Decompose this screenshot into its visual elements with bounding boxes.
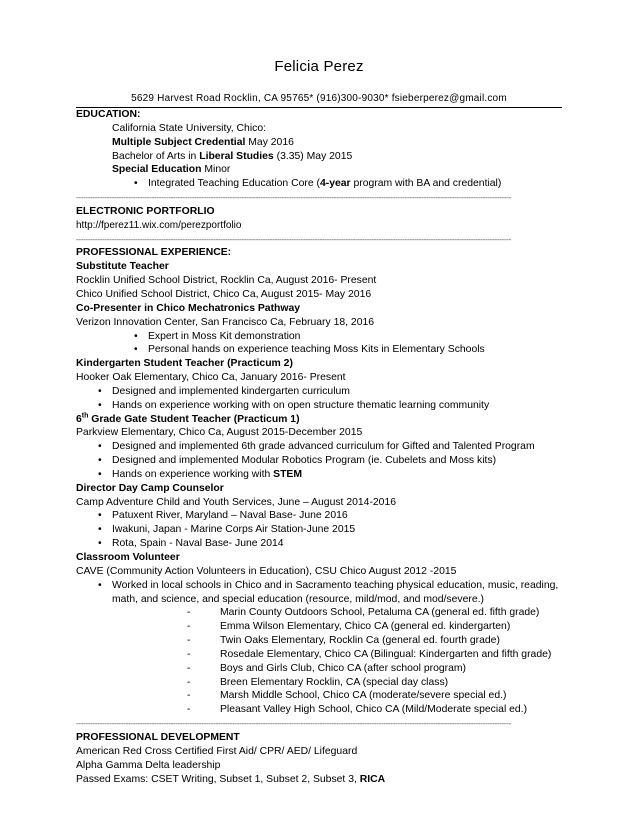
bullet-rest: program with BA and credential) — [350, 178, 502, 190]
list-item — [76, 468, 566, 482]
list-item: - Marsh Middle School, Chico CA (moderate/severe special ed.) — [76, 689, 566, 703]
portfolio-heading: ELECTRONIC PORTFORLIO — [76, 205, 215, 217]
list-item: • Worked in local schools in Chico and in Sacramento teaching physical education, music, reading, math, and science, and special education (resource, mild/mod, and mod/severe.) — [76, 579, 566, 607]
volunteer-schools — [76, 606, 566, 717]
exam-list: Passed Exams: CSET Writing, Subset 1, Subset 2, Subset 3, — [76, 773, 360, 785]
kindergarten-bullets — [76, 385, 566, 413]
camp-bullets — [76, 509, 566, 551]
development-heading: PROFESSIONAL DEVELOPMENT — [76, 731, 240, 743]
job-title: Classroom Volunteer — [76, 552, 180, 563]
minor-name: Special Education — [112, 164, 202, 176]
exam-rica: RICA — [359, 773, 386, 785]
education-bachelor — [76, 150, 566, 164]
development-item: Alpha Gamma Delta leadership — [76, 759, 221, 771]
job-title-ordinal: th — [81, 412, 89, 420]
job-title: Substitute Teacher — [76, 261, 169, 273]
bullet-bold: 4-year — [319, 178, 351, 190]
list-item: • Designed and implemented kindergarten curriculum — [76, 385, 566, 399]
list-item: • Designed and implemented Modular Robotics Program (ie. Cubelets and Moss kits) — [76, 454, 566, 468]
volunteer-bullets — [76, 579, 566, 607]
bachelor-prefix: Bachelor of Arts in — [112, 150, 200, 162]
education-minor — [76, 163, 566, 177]
development-item — [76, 773, 566, 787]
list-item: • Patuxent River, Maryland – Naval Base- June 2016 — [76, 509, 566, 523]
school-name: California State University, Chico: — [112, 122, 266, 134]
job-detail: Rocklin Unified School District, Rocklin Ca, August 2016- Present — [76, 275, 377, 287]
list-item: - Twin Oaks Elementary, Rocklin Ca (general ed. fourth grade) — [76, 634, 566, 648]
job-title: Co-Presenter in Chico Mechatronics Pathway — [76, 302, 301, 314]
job-detail: Hooker Oak Elementary, Chico Ca, January 2016- Present — [76, 372, 346, 384]
job-detail: CAVE (Community Action Volunteers in Education), CSU Chico August 2012 -2015 — [76, 565, 457, 577]
list-item: - Pleasant Valley High School, Chico CA (Mild/Moderate special ed.) — [76, 703, 566, 717]
list-item: • Rota, Spain - Naval Base- June 2014 — [76, 537, 566, 551]
bachelor-major: Liberal Studies — [199, 150, 274, 162]
resume-body — [76, 108, 566, 786]
dotted-divider: ---------------------------------------------------------------------------------------------------------------------------------------------------------------------------------------- — [76, 193, 511, 203]
experience-heading: PROFESSIONAL EXPERIENCE: — [76, 247, 232, 259]
list-item: • Expert in Moss Kit demonstration — [76, 330, 566, 344]
sixth-grade-bullets — [76, 440, 566, 482]
list-item: • Personal hands on experience teaching Moss Kits in Elementary Schools — [76, 343, 566, 357]
minor-rest: Minor — [201, 164, 231, 176]
list-item: • Designed and implemented 6th grade advanced curriculum for Gifted and Talented Program — [76, 440, 566, 454]
job-title-text: Grade Gate Student Teacher (Practicum 1) — [88, 413, 300, 425]
job-detail: Parkview Elementary, Chico Ca, August 2015-December 2015 — [76, 427, 363, 439]
job-detail: Chico Unified School District, Chico Ca, August 2015- May 2016 — [76, 288, 372, 300]
job-title — [76, 413, 566, 427]
dotted-divider: ---------------------------------------------------------------------------------------------------------------------------------------------------------------------------------------- — [76, 234, 511, 244]
bachelor-rest: (3.35) May 2015 — [273, 150, 353, 162]
bullet-prefix: Integrated Teaching Education Core ( — [148, 178, 320, 190]
job-detail: Verizon Innovation Center, San Francisco Ca, February 18, 2016 — [76, 316, 375, 328]
copresenter-bullets — [76, 330, 566, 358]
dotted-divider: ---------------------------------------------------------------------------------------------------------------------------------------------------------------------------------------- — [76, 719, 511, 729]
education-heading: EDUCATION: — [76, 109, 141, 120]
resume-name: Felicia Perez — [274, 58, 364, 75]
list-item: - Emma Wilson Elementary, Chico CA (general ed. kindergarten) — [76, 620, 566, 634]
list-item: - Boys and Girls Club, Chico CA (after school program) — [76, 662, 566, 676]
credential-name: Multiple Subject Credential — [112, 136, 246, 148]
list-item: - Breen Elementary Rocklin, CA (special day class) — [76, 676, 566, 690]
education-bullets — [76, 177, 566, 191]
bullet-bold: STEM — [273, 468, 303, 480]
list-item: • Iwakuni, Japan - Marine Corps Air Station-June 2015 — [76, 523, 566, 537]
list-item: - Rosedale Elementary, Chico CA (Bilingual: Kindergarten and fifth grade) — [76, 648, 566, 662]
list-item: - Marin County Outdoors School, Petaluma CA (general ed. fifth grade) — [76, 606, 566, 620]
job-title: Kindergarten Student Teacher (Practicum 2) — [76, 358, 293, 370]
education-school — [76, 122, 566, 136]
contact-line: 5629 Harvest Road Rocklin, CA 95765* (916)300-9030* fsieberperez@gmail.com — [131, 93, 507, 104]
list-item: • Hands on experience working with on open structure thematic learning community — [76, 399, 566, 413]
development-item: American Red Cross Certified First Aid/ CPR/ AED/ Lifeguard — [76, 745, 358, 757]
list-item — [76, 177, 566, 191]
credential-date: May 2016 — [245, 136, 294, 148]
job-title: Director Day Camp Counselor — [76, 482, 224, 494]
portfolio-link[interactable]: http://fperez11.wix.com/perezportfolio — [76, 219, 242, 231]
job-title-number: 6 — [76, 413, 82, 425]
job-detail: Camp Adventure Child and Youth Services, June – August 2014-2016 — [76, 496, 397, 508]
bullet-prefix: Hands on experience working with — [112, 468, 274, 480]
education-credential — [76, 136, 566, 150]
